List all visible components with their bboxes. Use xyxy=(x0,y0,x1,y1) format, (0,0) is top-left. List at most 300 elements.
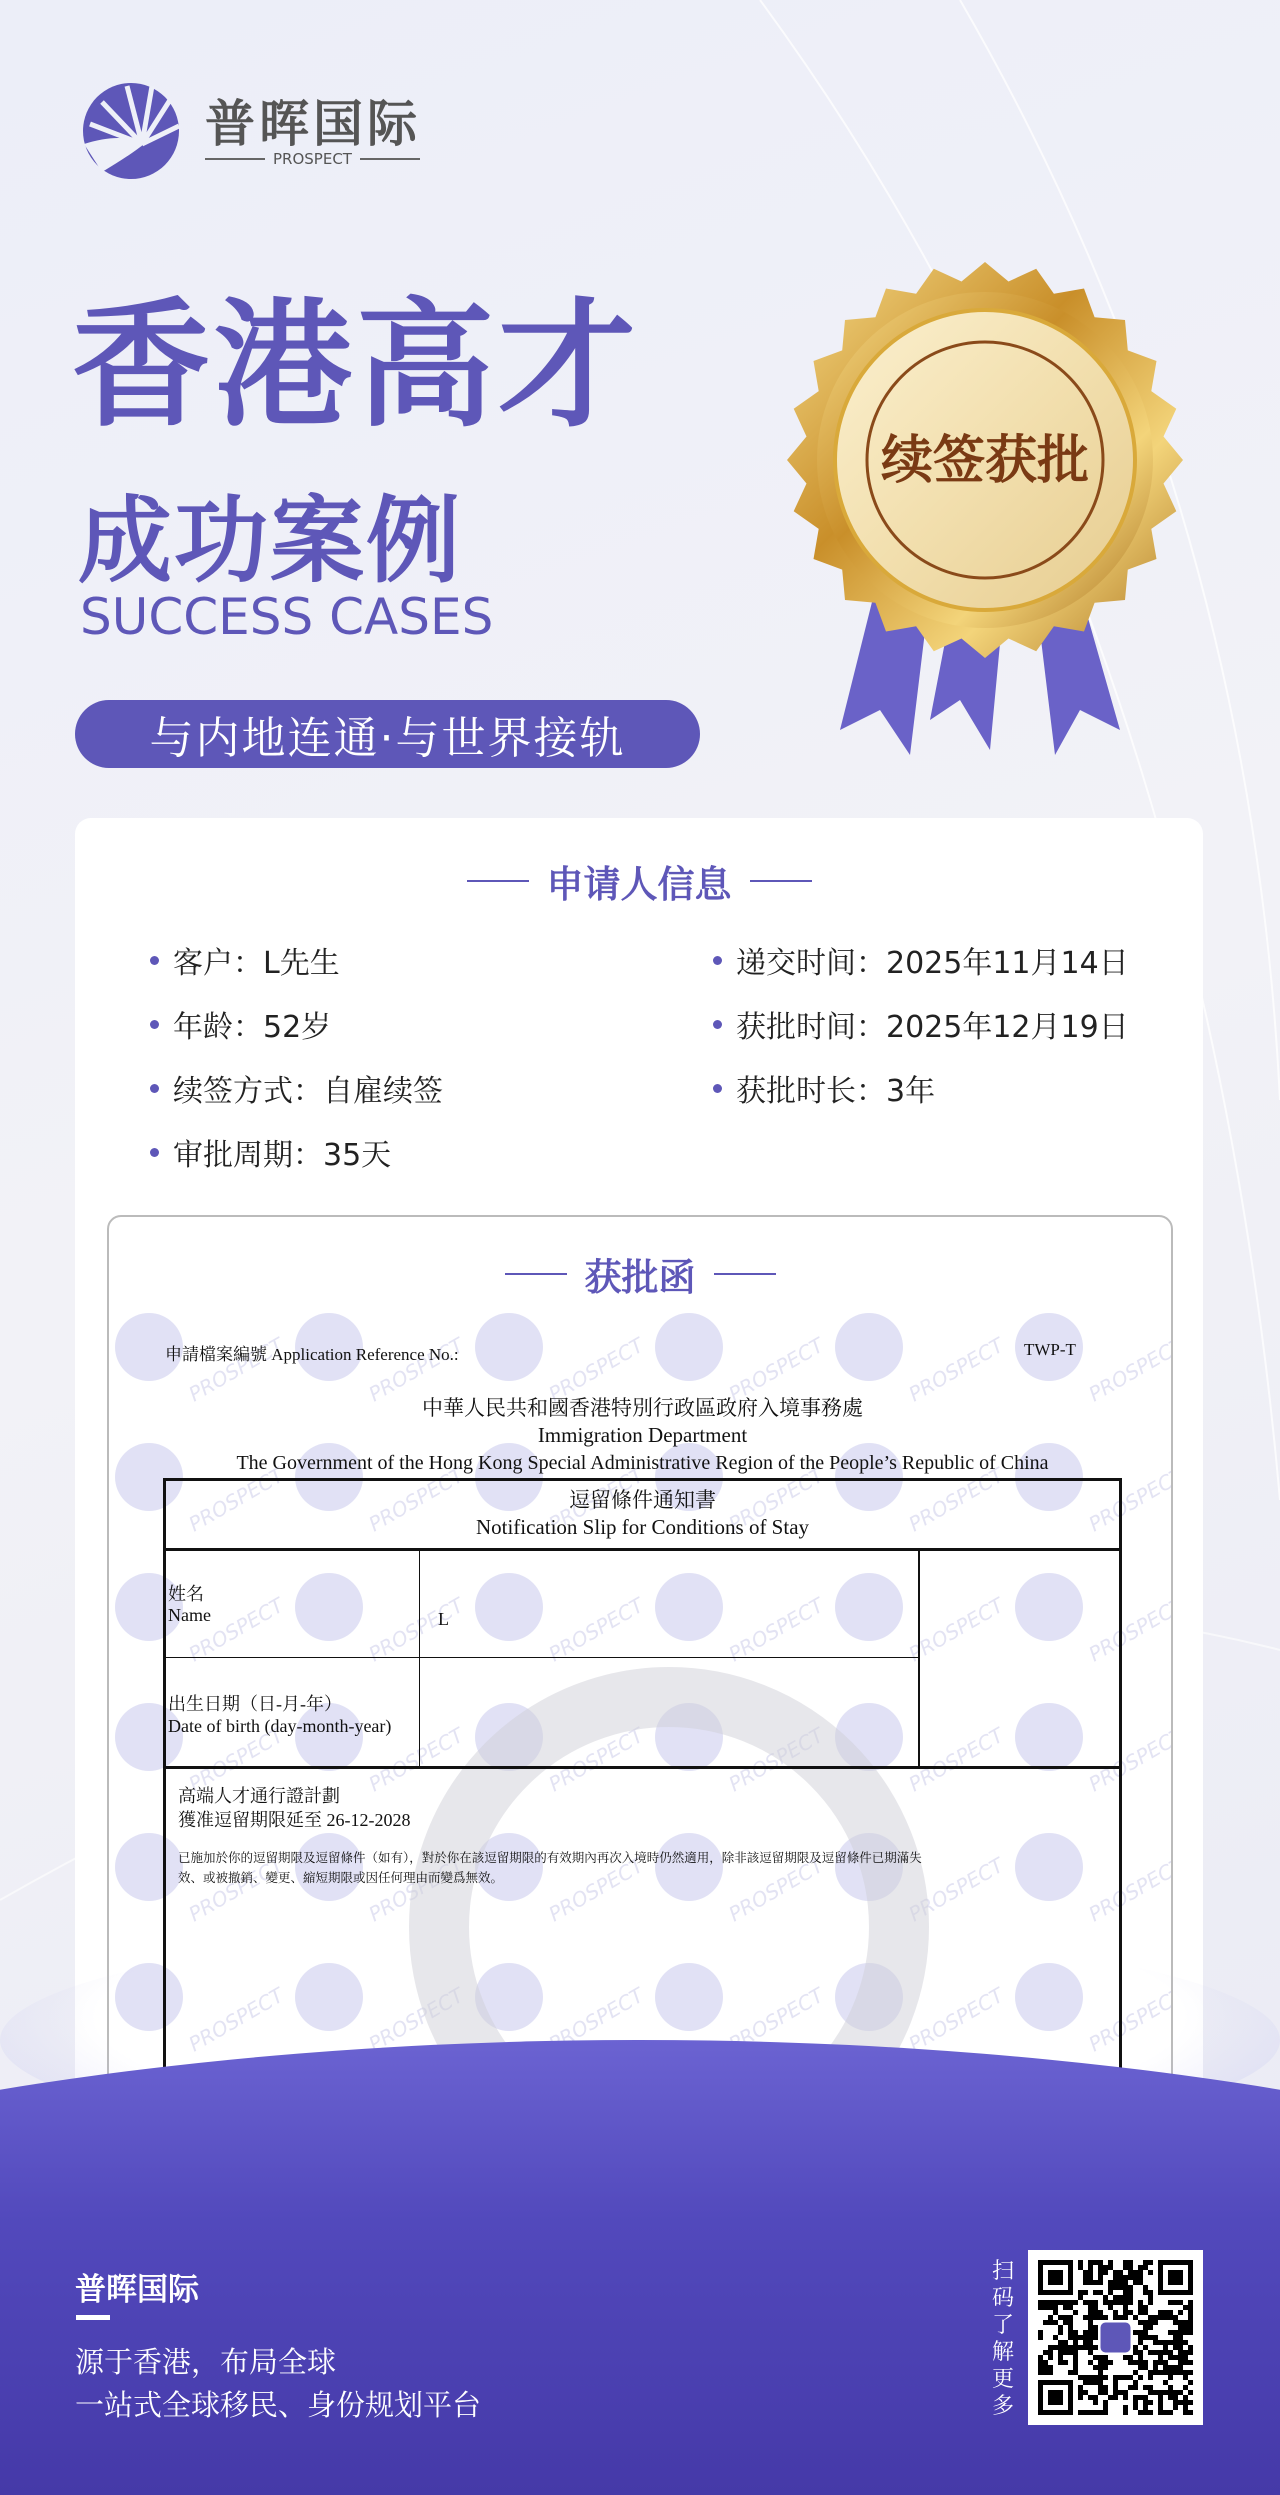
brand-logo-icon xyxy=(82,82,180,180)
qr-module xyxy=(1128,2260,1133,2265)
qr-module xyxy=(1108,2305,1113,2310)
qr-module xyxy=(1133,2395,1138,2400)
hero-title: 香港高才 xyxy=(72,285,641,446)
qr-module xyxy=(1143,2360,1148,2365)
qr-module xyxy=(1178,2335,1183,2340)
qr-module xyxy=(1143,2405,1148,2410)
qr-module xyxy=(1188,2300,1193,2305)
qr-module xyxy=(1163,2410,1168,2415)
qr-module xyxy=(1113,2270,1118,2275)
qr-module xyxy=(1098,2265,1103,2270)
qr-module xyxy=(1188,2400,1193,2405)
qr-module xyxy=(1113,2295,1118,2300)
qr-module xyxy=(1103,2375,1108,2380)
qr-module xyxy=(1183,2395,1188,2400)
qr-module xyxy=(1168,2330,1173,2335)
gov-en: The Government of the Hong Kong Special Administrative Region of the People’s Republic of China xyxy=(236,1452,1049,1474)
qr-module xyxy=(1138,2360,1143,2365)
qr-module xyxy=(1148,2390,1153,2395)
ref-label: 申請檔案編號 Application Reference No.: xyxy=(165,1345,459,1364)
qr-module xyxy=(1093,2280,1098,2285)
qr-module xyxy=(1093,2345,1098,2350)
qr-module xyxy=(1133,2270,1138,2275)
name-en: Name xyxy=(168,1605,211,1625)
qr-module xyxy=(1188,2360,1193,2365)
qr-module xyxy=(1148,2385,1153,2390)
qr-module xyxy=(1098,2365,1103,2370)
qr-module xyxy=(1048,2365,1053,2370)
footer-divider xyxy=(76,2315,110,2320)
slip-en: Notification Slip for Conditions of Stay xyxy=(475,1515,810,1539)
qr-module xyxy=(1148,2270,1153,2275)
qr-module xyxy=(1068,2345,1073,2350)
qr-module xyxy=(1133,2385,1138,2390)
qr-module xyxy=(1163,2365,1168,2370)
qr-module xyxy=(1078,2290,1083,2295)
qr-module xyxy=(1168,2340,1173,2345)
qr-module xyxy=(1178,2320,1183,2325)
qr-module xyxy=(1113,2300,1118,2305)
qr-module xyxy=(1133,2330,1138,2335)
applicant-title xyxy=(75,854,1203,908)
qr-module xyxy=(1083,2335,1088,2340)
qr-module xyxy=(1153,2350,1158,2355)
qr-module xyxy=(1053,2305,1058,2310)
qr-module xyxy=(1168,2310,1173,2315)
info-item: 审批周期：35天 xyxy=(150,1130,391,1174)
qr-module xyxy=(1093,2310,1098,2315)
footer-brand: 普晖国际 xyxy=(75,2272,199,2308)
qr-module xyxy=(1133,2315,1138,2320)
qr-module xyxy=(1088,2325,1093,2330)
qr-module xyxy=(1098,2290,1103,2295)
qr-module xyxy=(1168,2365,1173,2370)
qr-module xyxy=(1053,2320,1058,2325)
qr-module xyxy=(1088,2265,1093,2270)
qr-module xyxy=(1078,2345,1083,2350)
qr-module xyxy=(1103,2365,1108,2370)
qr-module xyxy=(1188,2370,1193,2375)
qr-module xyxy=(1143,2330,1148,2335)
qr-module xyxy=(1128,2310,1133,2315)
footer-line2: 一站式全球移民、身份规划平台 xyxy=(75,2388,482,2422)
qr-module xyxy=(1178,2400,1183,2405)
qr-module xyxy=(1098,2310,1103,2315)
qr-module xyxy=(1093,2375,1098,2380)
qr-module xyxy=(1148,2375,1153,2380)
qr-module xyxy=(1063,2300,1068,2305)
qr-module xyxy=(1128,2360,1133,2365)
qr-module xyxy=(1108,2395,1113,2400)
qr-module xyxy=(1048,2305,1053,2310)
qr-module xyxy=(1093,2325,1098,2330)
qr-module xyxy=(1158,2355,1163,2360)
qr-module xyxy=(1148,2295,1153,2300)
brand-name: 普晖国际 xyxy=(205,95,421,153)
qr-module xyxy=(1058,2360,1063,2365)
qr-module xyxy=(1098,2270,1103,2275)
qr-module xyxy=(1128,2375,1133,2380)
qr-module xyxy=(1178,2330,1183,2335)
qr-module xyxy=(1093,2410,1098,2415)
qr-module xyxy=(1083,2290,1088,2295)
slogan-pill: 与内地连通·与世界接轨 xyxy=(75,700,700,768)
qr-module xyxy=(1073,2310,1078,2315)
dept: Immigration Department xyxy=(537,1423,748,1447)
qr-module xyxy=(1063,2360,1068,2365)
qr-module xyxy=(1158,2410,1163,2415)
qr-module xyxy=(1063,2305,1068,2310)
qr-module xyxy=(1163,2390,1168,2395)
qr-module xyxy=(1038,2355,1043,2360)
qr-module xyxy=(1123,2390,1128,2395)
info-item: 获批时间：2025年12月19日 xyxy=(713,1002,1129,1046)
qr-module xyxy=(1138,2340,1143,2345)
qr-module xyxy=(1138,2270,1143,2275)
qr-module xyxy=(1063,2350,1068,2355)
medal-icon xyxy=(780,250,1190,780)
qr-module xyxy=(1093,2355,1098,2360)
qr-module xyxy=(1068,2305,1073,2310)
qr-module xyxy=(1188,2310,1193,2315)
name-cn: 姓名 xyxy=(168,1584,204,1604)
qr-module xyxy=(1118,2295,1123,2300)
qr-module xyxy=(1143,2290,1148,2295)
qr-module xyxy=(1103,2405,1108,2410)
qr-module xyxy=(1168,2370,1173,2375)
qr-module xyxy=(1158,2350,1163,2355)
qr-module xyxy=(1153,2370,1158,2375)
qr-module xyxy=(1148,2300,1153,2305)
qr-module xyxy=(1138,2410,1143,2415)
qr-module xyxy=(1163,2370,1168,2375)
qr-module xyxy=(1123,2285,1128,2290)
qr-module xyxy=(1138,2335,1143,2340)
qr-module xyxy=(1083,2315,1088,2320)
qr-module xyxy=(1148,2335,1153,2340)
qr-module xyxy=(1083,2280,1088,2285)
qr-module xyxy=(1173,2335,1178,2340)
qr-module xyxy=(1163,2315,1168,2320)
qr-module xyxy=(1098,2385,1103,2390)
qr-module xyxy=(1108,2265,1113,2270)
qr-module xyxy=(1093,2330,1098,2335)
qr-module xyxy=(1158,2370,1163,2375)
qr-module xyxy=(1103,2360,1108,2365)
qr-module xyxy=(1118,2270,1123,2275)
qr-module xyxy=(1108,2360,1113,2365)
qr-module xyxy=(1138,2305,1143,2310)
scan-hint: 扫码了解更多 xyxy=(991,2259,1014,2419)
qr-module xyxy=(1158,2390,1163,2395)
qr-module xyxy=(1148,2260,1153,2265)
qr-module xyxy=(1173,2390,1178,2395)
qr-module xyxy=(1173,2400,1178,2405)
qr-module xyxy=(1103,2270,1108,2275)
qr-module xyxy=(1063,2340,1068,2345)
qr-module xyxy=(1083,2345,1088,2350)
qr-module xyxy=(1148,2370,1153,2375)
qr-module xyxy=(1098,2370,1103,2375)
qr-module xyxy=(1158,2340,1163,2345)
qr-module xyxy=(1093,2260,1098,2265)
qr-module xyxy=(1123,2315,1128,2320)
qr-module xyxy=(1143,2335,1148,2340)
qr-module xyxy=(1188,2305,1193,2310)
qr-module xyxy=(1188,2330,1193,2335)
qr-module xyxy=(1123,2260,1128,2265)
qr-module xyxy=(1068,2315,1073,2320)
qr-module xyxy=(1183,2320,1188,2325)
qr-module xyxy=(1078,2395,1083,2400)
qr-module xyxy=(1038,2330,1043,2335)
qr-module xyxy=(1088,2335,1093,2340)
qr-module xyxy=(1048,2300,1053,2305)
qr-module xyxy=(1143,2400,1148,2405)
info-item: 递交时间：2025年11月14日 xyxy=(713,938,1129,982)
qr-module xyxy=(1128,2285,1133,2290)
qr-module xyxy=(1088,2375,1093,2380)
qr-module xyxy=(1143,2385,1148,2390)
qr-module xyxy=(1088,2395,1093,2400)
qr-module xyxy=(1118,2300,1123,2305)
qr-module xyxy=(1073,2360,1078,2365)
qr-module xyxy=(1153,2335,1158,2340)
qr-module xyxy=(1043,2300,1048,2305)
qr-module xyxy=(1138,2310,1143,2315)
qr-module xyxy=(1098,2360,1103,2365)
qr-module xyxy=(1183,2375,1188,2380)
qr-module xyxy=(1178,2325,1183,2330)
qr-module xyxy=(1078,2410,1083,2415)
qr-module xyxy=(1153,2340,1158,2345)
qr-module xyxy=(1153,2365,1158,2370)
qr-module xyxy=(1073,2365,1078,2370)
qr-module xyxy=(1063,2315,1068,2320)
qr-module xyxy=(1038,2305,1043,2310)
qr-module xyxy=(1043,2320,1048,2325)
qr-module xyxy=(1163,2350,1168,2355)
qr-module xyxy=(1133,2280,1138,2285)
qr-module xyxy=(1068,2350,1073,2355)
qr-module xyxy=(1113,2315,1118,2320)
qr-module xyxy=(1123,2265,1128,2270)
qr-module xyxy=(1173,2315,1178,2320)
qr-module xyxy=(1048,2320,1053,2325)
qr-module xyxy=(1113,2395,1118,2400)
qr-module xyxy=(1108,2300,1113,2305)
qr-module xyxy=(1103,2410,1108,2415)
qr-module xyxy=(1113,2285,1118,2290)
qr-module xyxy=(1173,2405,1178,2410)
qr-module xyxy=(1183,2305,1188,2310)
qr-module xyxy=(1143,2305,1148,2310)
qr-module xyxy=(1178,2360,1183,2365)
dob-cn: 出生日期（日-月-年） xyxy=(168,1694,342,1714)
qr-module xyxy=(1178,2340,1183,2345)
qr-module xyxy=(1088,2315,1093,2320)
qr-module xyxy=(1123,2300,1128,2305)
slip-cn: 逗留條件通知書 xyxy=(569,1488,716,1512)
qr-module xyxy=(1043,2350,1048,2355)
qr-module xyxy=(1083,2380,1088,2385)
qr-module xyxy=(1168,2390,1173,2395)
qr-module xyxy=(1088,2320,1093,2325)
qr-module xyxy=(1128,2270,1133,2275)
qr-module xyxy=(1148,2290,1153,2295)
qr-module xyxy=(1138,2275,1143,2280)
info-item: 续签方式：自雇续签 xyxy=(150,1066,443,1110)
qr-module xyxy=(1188,2325,1193,2330)
qr-module xyxy=(1093,2335,1098,2340)
qr-module xyxy=(1053,2345,1058,2350)
qr-module xyxy=(1113,2380,1118,2385)
qr-module xyxy=(1073,2330,1078,2335)
qr-module xyxy=(1103,2355,1108,2360)
qr-module xyxy=(1123,2405,1128,2410)
qr-module xyxy=(1073,2350,1078,2355)
qr-module xyxy=(1183,2400,1188,2405)
qr-module xyxy=(1138,2355,1143,2360)
qr-module xyxy=(1158,2360,1163,2365)
qr-module xyxy=(1143,2395,1148,2400)
qr-module xyxy=(1173,2340,1178,2345)
qr-module xyxy=(1183,2350,1188,2355)
qr-module xyxy=(1183,2325,1188,2330)
hero-english: SUCCESS CASES xyxy=(80,588,494,646)
qr-code[interactable] xyxy=(1028,2250,1203,2425)
qr-module xyxy=(1083,2275,1088,2280)
qr-module xyxy=(1103,2300,1108,2305)
qr-module xyxy=(1148,2325,1153,2330)
qr-module xyxy=(1138,2365,1143,2370)
qr-module xyxy=(1188,2380,1193,2385)
qr-module xyxy=(1048,2370,1053,2375)
qr-module xyxy=(1083,2300,1088,2305)
qr-module xyxy=(1123,2275,1128,2280)
qr-module xyxy=(1048,2315,1053,2320)
qr-module xyxy=(1038,2335,1043,2340)
qr-module xyxy=(1123,2375,1128,2380)
qr-module xyxy=(1058,2345,1063,2350)
qr-module xyxy=(1063,2345,1068,2350)
qr-module xyxy=(1138,2265,1143,2270)
qr-module xyxy=(1148,2315,1153,2320)
qr-module xyxy=(1078,2260,1083,2265)
qr-module xyxy=(1108,2260,1113,2265)
qr-module xyxy=(1153,2315,1158,2320)
qr-module xyxy=(1068,2325,1073,2330)
qr-module xyxy=(1128,2300,1133,2305)
qr-module xyxy=(1078,2335,1083,2340)
qr-module xyxy=(1123,2310,1128,2315)
qr-module xyxy=(1073,2370,1078,2375)
dob-en: Date of birth (day-month-year) xyxy=(168,1716,392,1736)
qr-module xyxy=(1123,2355,1128,2360)
qr-module xyxy=(1103,2315,1108,2320)
qr-module xyxy=(1133,2275,1138,2280)
applicant-title-text: 申请人信息 xyxy=(546,863,732,906)
qr-module xyxy=(1048,2345,1053,2350)
qr-module xyxy=(1118,2285,1123,2290)
qr-module xyxy=(1133,2360,1138,2365)
qr-module xyxy=(1158,2395,1163,2400)
qr-module xyxy=(1078,2265,1083,2270)
qr-module xyxy=(1093,2395,1098,2400)
qr-module xyxy=(1138,2280,1143,2285)
qr-module xyxy=(1173,2320,1178,2325)
fine-print: 已施加於你的逗留期限及逗留條件（如有），對於你在該逗留期限的有效期內再次入境時仍然適用，除非該逗留期限及逗留條件已期滿失 xyxy=(178,1851,922,1865)
qr-module xyxy=(1143,2285,1148,2290)
qr-module xyxy=(1073,2340,1078,2345)
qr-module xyxy=(1118,2275,1123,2280)
qr-module xyxy=(1068,2370,1073,2375)
qr-module xyxy=(1088,2360,1093,2365)
qr-module xyxy=(1153,2390,1158,2395)
qr-module xyxy=(1043,2360,1048,2365)
qr-module xyxy=(1138,2375,1143,2380)
qr-module xyxy=(1043,2365,1048,2370)
name-value: L xyxy=(438,1609,449,1629)
letter-title-text: 获批函 xyxy=(584,1256,696,1299)
qr-module xyxy=(1118,2390,1123,2395)
qr-module xyxy=(1123,2295,1128,2300)
qr-module xyxy=(1168,2385,1173,2390)
qr-module xyxy=(1038,2360,1043,2365)
qr-module xyxy=(1143,2325,1148,2330)
letter-title xyxy=(109,1247,1171,1301)
qr-module xyxy=(1078,2295,1083,2300)
scheme: 高端人才通行證計劃 xyxy=(178,1786,340,1806)
qr-module xyxy=(1143,2260,1148,2265)
qr-module xyxy=(1178,2345,1183,2350)
qr-module xyxy=(1083,2340,1088,2345)
qr-module xyxy=(1098,2390,1103,2395)
qr-module xyxy=(1058,2315,1063,2320)
brand-sub-text: PROSPECT xyxy=(273,150,352,168)
qr-module xyxy=(1108,2290,1113,2295)
qr-module xyxy=(1093,2365,1098,2370)
qr-module xyxy=(1113,2390,1118,2395)
qr-module xyxy=(1098,2380,1103,2385)
qr-module xyxy=(1103,2390,1108,2395)
qr-module xyxy=(1168,2300,1173,2305)
qr-module xyxy=(1073,2355,1078,2360)
qr-module xyxy=(1158,2405,1163,2410)
qr-module xyxy=(1103,2295,1108,2300)
qr-module xyxy=(1168,2395,1173,2400)
qr-module xyxy=(1038,2370,1043,2375)
qr-module xyxy=(1088,2310,1093,2315)
qr-module xyxy=(1133,2370,1138,2375)
qr-module xyxy=(1118,2375,1123,2380)
qr-module xyxy=(1168,2315,1173,2320)
qr-module xyxy=(1068,2320,1073,2325)
qr-module xyxy=(1133,2400,1138,2405)
qr-module xyxy=(1058,2300,1063,2305)
qr-module xyxy=(1093,2315,1098,2320)
qr-module xyxy=(1148,2410,1153,2415)
qr-module xyxy=(1118,2280,1123,2285)
qr-module xyxy=(1048,2355,1053,2360)
qr-module xyxy=(1078,2385,1083,2390)
qr-module xyxy=(1173,2395,1178,2400)
qr-module xyxy=(1088,2330,1093,2335)
qr-module xyxy=(1173,2365,1178,2370)
qr-module xyxy=(1068,2330,1073,2335)
qr-module xyxy=(1088,2270,1093,2275)
qr-module xyxy=(1183,2340,1188,2345)
